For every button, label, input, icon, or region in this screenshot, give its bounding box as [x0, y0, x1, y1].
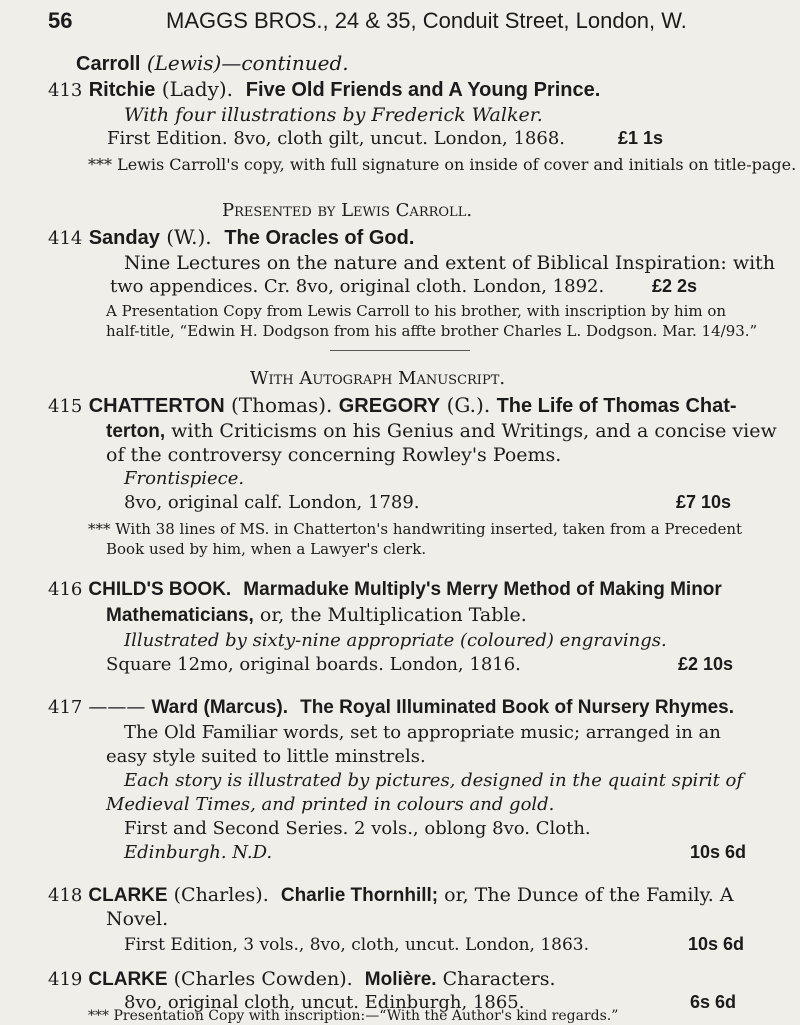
autograph-heading: With Autograph Manuscript. [250, 368, 506, 389]
entry-414-line: two appendices. Cr. 8vo, original cloth. London, 1892. [110, 276, 605, 297]
page-number: 56 [48, 8, 73, 33]
entry-417-line: Edinburgh. N.D. [124, 842, 273, 863]
section-heading: Carroll (Lewis)—continued. [76, 51, 349, 75]
entry-415-head: 415 CHATTERTON (Thomas). GREGORY (G.). The Life of Thomas Chat- [48, 393, 737, 417]
entry-413-price: £1 1s [618, 128, 664, 148]
entry-415-line: terton, with Criticisms on his Genius and Writings, and a concise view [106, 420, 777, 442]
entry-414-head: 414 Sanday (W.). The Oracles of God. [48, 225, 415, 249]
entry-417-price: 10s 6d [690, 842, 747, 862]
entry-419-head: 419 CLARKE (Charles Cowden). Molière. Characters. [48, 968, 556, 990]
entry-418-line: First Edition, 3 vols., 8vo, cloth, uncut. London, 1863. [124, 935, 590, 955]
entry-415-note: *** With 38 lines of MS. in Chatterton's handwriting inserted, taken from a Precedent [88, 520, 743, 538]
ornament-divider [330, 350, 470, 351]
entry-418-price: 10s 6d [688, 934, 745, 954]
entry-415-price: £7 10s [676, 492, 732, 512]
entry-414-price: £2 2s [652, 276, 698, 296]
entry-416-line: Illustrated by sixty-nine appropriate (coloured) engravings. [124, 630, 667, 651]
running-title: MAGGS BROS., 24 & 35, Conduit Street, London, W. [166, 8, 687, 33]
entry-415-line: of the controversy concerning Rowley's Poems. [106, 444, 562, 466]
entry-415-line: 8vo, original calf. London, 1789. [124, 492, 420, 513]
entry-414-line: Nine Lectures on the nature and extent of Biblical Inspiration: with [124, 252, 776, 274]
entry-414-note: A Presentation Copy from Lewis Carroll to his brother, with inscription by him on [106, 302, 727, 320]
entry-417-line: The Old Familiar words, set to appropriate music; arranged in an [124, 722, 721, 743]
entry-419-price: 6s 6d [690, 992, 737, 1012]
entry-419-line: 8vo, original cloth, uncut. Edinburgh, 1865. [124, 992, 525, 1013]
entry-416-price: £2 10s [678, 654, 734, 674]
presented-heading: Presented by Lewis Carroll. [222, 200, 473, 221]
entry-413-line: First Edition. 8vo, cloth gilt, uncut. London, 1868. [107, 128, 566, 149]
entry-419-note: *** Presentation Copy with inscription:—“With the Author's kind regards.” [88, 1008, 619, 1024]
entry-416-line: Square 12mo, original boards. London, 1816. [106, 654, 521, 675]
entry-417-line: Each story is illustrated by pictures, designed in the quaint spirit of [124, 770, 744, 791]
entry-417-line: easy style suited to little minstrels. [106, 746, 426, 767]
entry-415-note: Book used by him, when a Lawyer's clerk. [106, 540, 427, 558]
entry-417-line: Medieval Times, and printed in colours and gold. [106, 794, 555, 815]
entry-413-head: 413 Ritchie (Lady). Five Old Friends and A Young Prince. [48, 77, 601, 101]
entry-418-line: Novel. [106, 908, 169, 930]
entry-416-line: Mathematicians, or, the Multiplication Table. [106, 604, 527, 626]
entry-418-head: 418 CLARKE (Charles). Charlie Thornhill; or, The Dunce of the Family. A [48, 884, 734, 906]
entry-413-note: *** Lewis Carroll's copy, with full signature on inside of cover and initials on title-page. [88, 155, 797, 174]
entry-416-head: 416 CHILD'S BOOK. Marmaduke Multiply's Merry Method of Making Minor [48, 579, 722, 600]
entry-413-line: With four illustrations by Frederick Walker. [124, 104, 543, 126]
entry-415-line: Frontispiece. [124, 468, 245, 489]
entry-414-note: half-title, “Edwin H. Dodgson from his affte brother Charles L. Dodgson. Mar. 14/93.” [106, 322, 758, 340]
entry-417-head: 417 ——— Ward (Marcus). The Royal Illuminated Book of Nursery Rhymes. [48, 696, 735, 718]
entry-417-line: First and Second Series. 2 vols., oblong 8vo. Cloth. [124, 818, 591, 839]
